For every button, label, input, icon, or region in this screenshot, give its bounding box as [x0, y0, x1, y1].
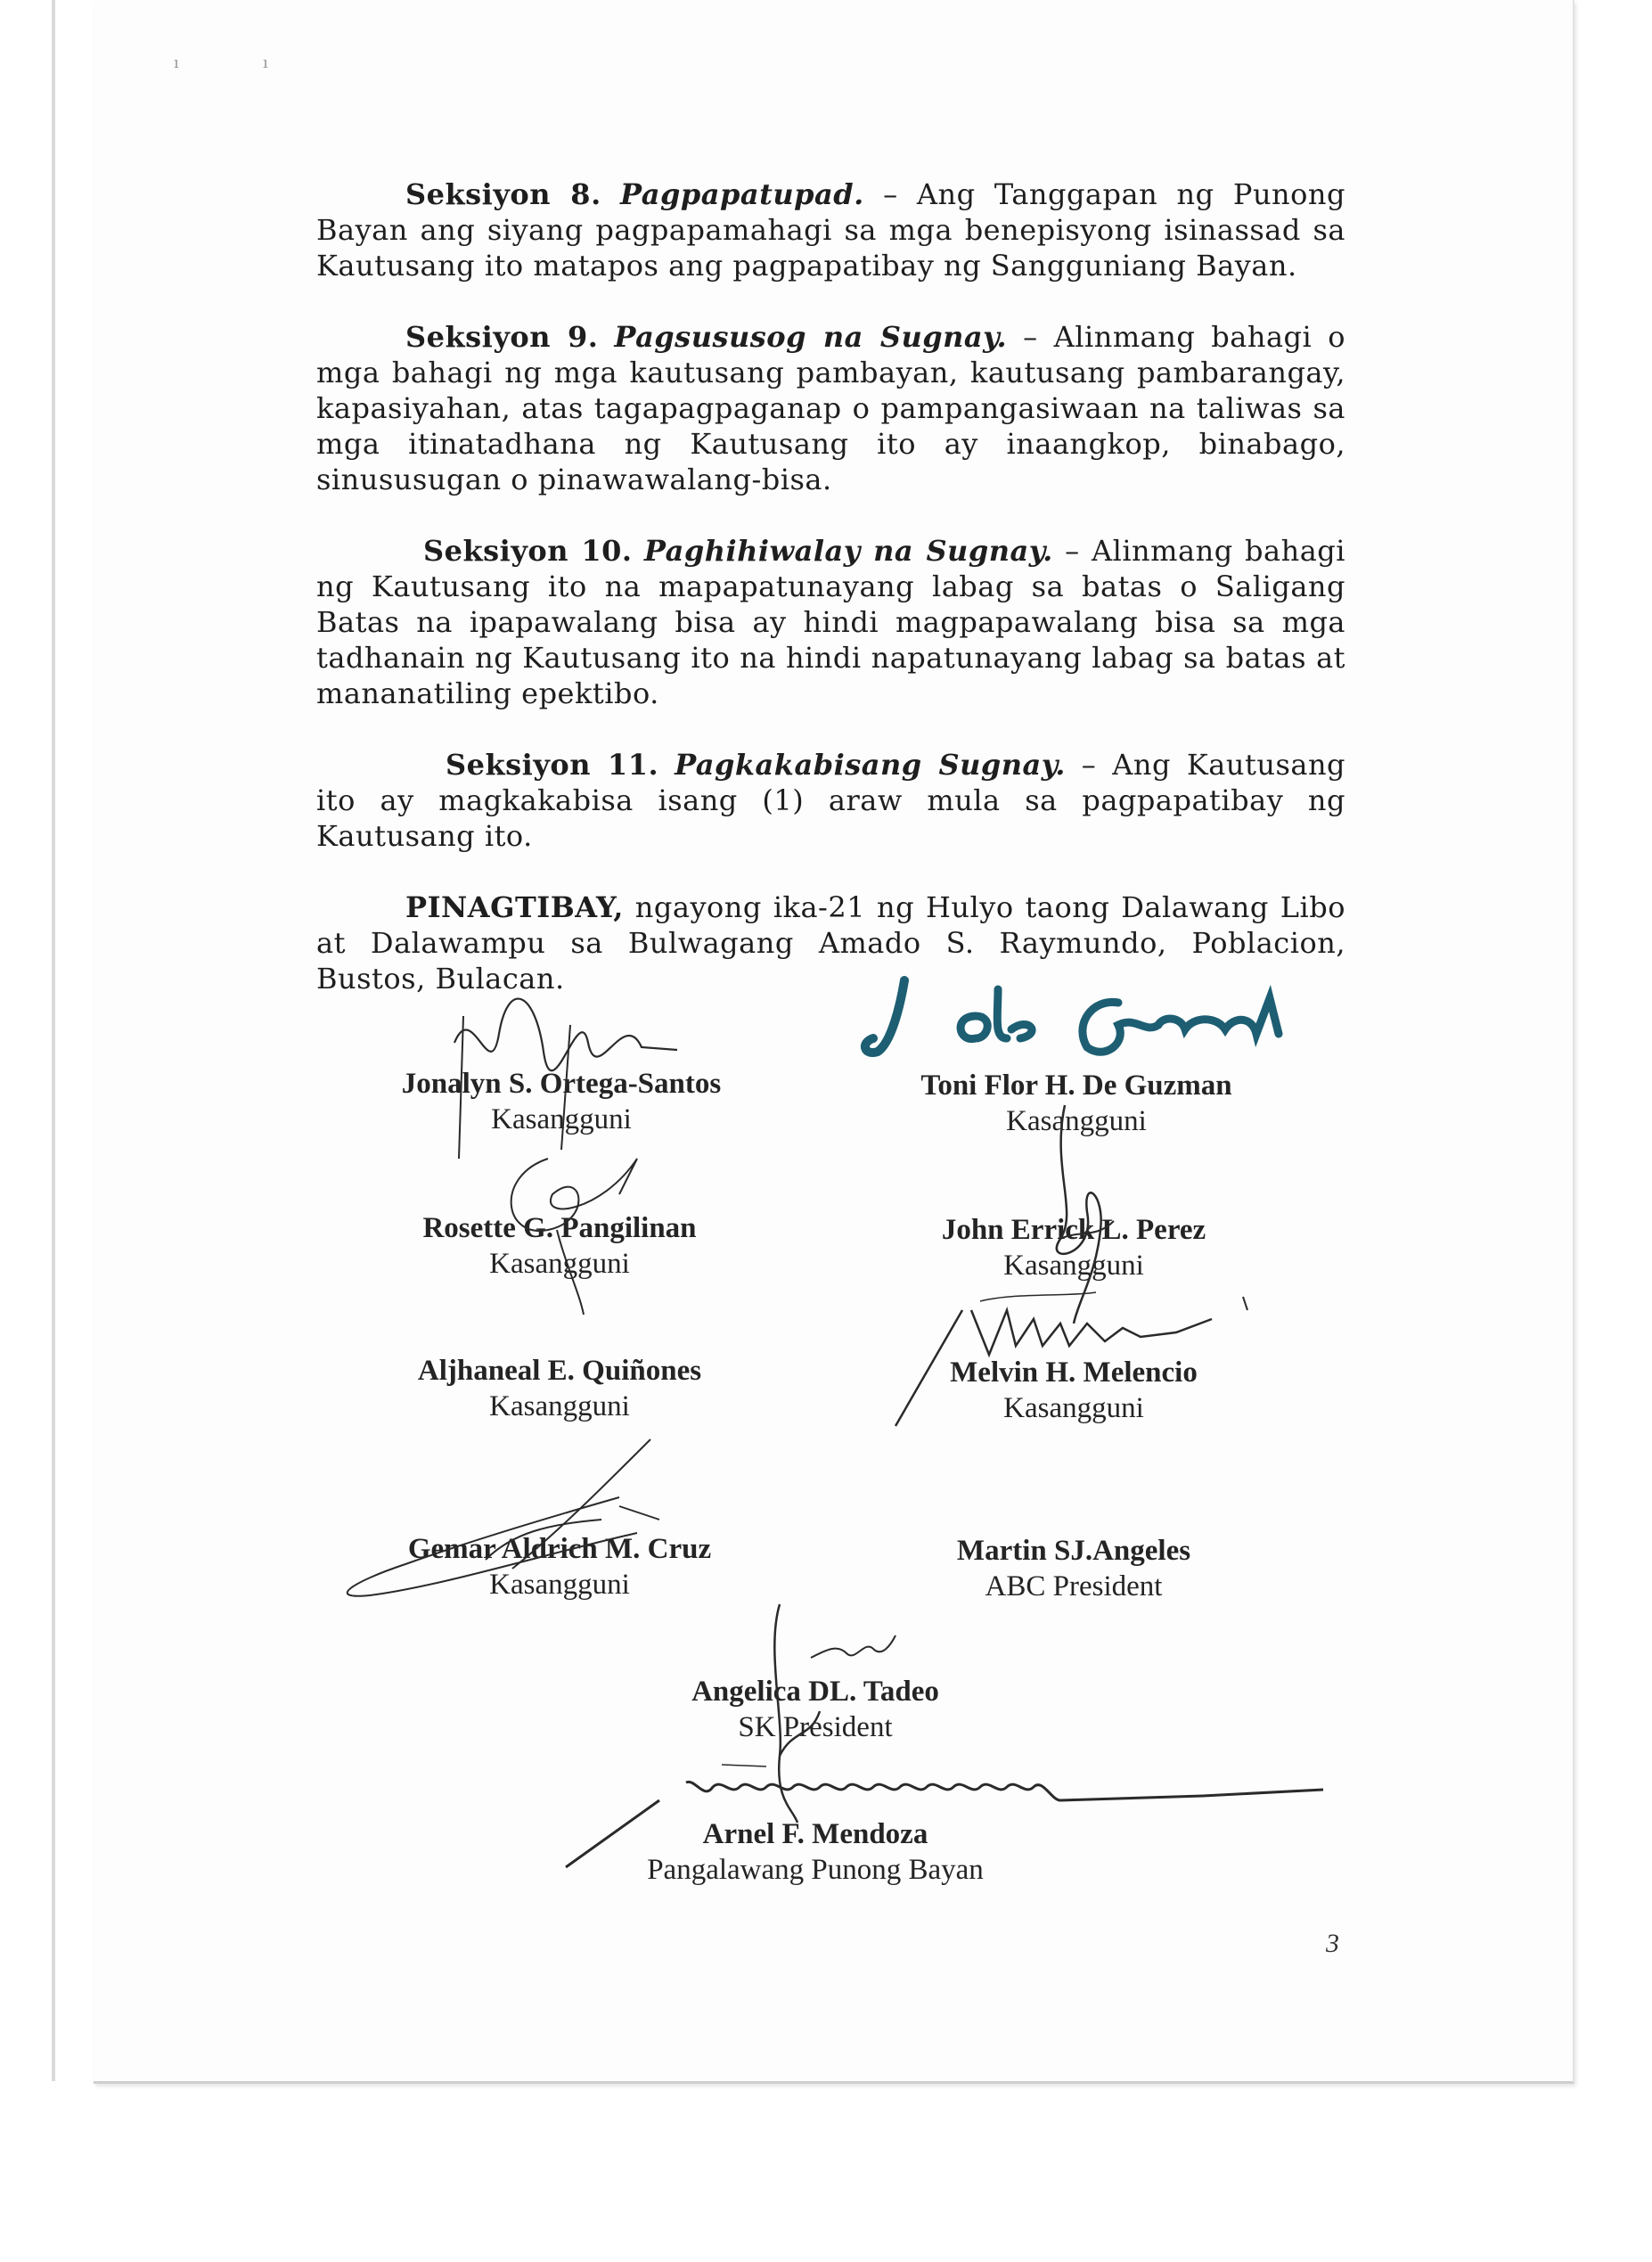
- signature-mendoza: [561, 1747, 1337, 1872]
- signature-pangilinan: [486, 1141, 664, 1319]
- section-body: – Ang Tanggapan ng Punong Bayan ang siyang pagpapamahagi sa mga benepisyong isinassad sa Kautusang ito matapos ang pagpapatibay ng Sangguniang Bayan.: [316, 177, 1346, 283]
- signatory-role: SK President: [738, 1711, 893, 1743]
- signatory-name: Rosette G. Pangilinan: [422, 1212, 697, 1244]
- signatory-name: Martin SJ.Angeles: [956, 1535, 1191, 1567]
- section-body: – Alinmang bahagi ng Kautusang ito na mapapatunayang labag sa batas o Saligang Batas na ipapawalang bisa ay hindi magpapawalang bisa sa mga tadhanain ng Kautusang ito na hindi napatunayang labag sa batas at mananatiling epektibo.: [316, 534, 1346, 710]
- signatory-role: Kasangguni: [1003, 1250, 1144, 1282]
- signature-de-guzman: [851, 963, 1314, 1078]
- signatory-name: Angelica DL. Tadeo: [691, 1676, 939, 1708]
- approval-lead: PINAGTIBAY,: [405, 890, 624, 924]
- approval-body: ngayong ika-21 ng Hulyo taong Dalawang Libo at Dalawampu sa Bulwagang Amado S. Raymundo, Poblacion, Bustos, Bulacan.: [316, 890, 1345, 996]
- signatory-name: Gemar Aldrich M. Cruz: [407, 1533, 712, 1565]
- section-9: [316, 319, 1345, 497]
- signature-cruz: [334, 1435, 673, 1604]
- signatory-role: Kasangguni: [491, 1103, 632, 1135]
- section-heading: Seksiyon 8.: [405, 177, 601, 211]
- signatory-quinones: [310, 1353, 809, 1424]
- scan-edge-shadow: [52, 0, 55, 2081]
- signatory-role: Kasangguni: [1003, 1392, 1144, 1424]
- signatory-role: Kasangguni: [1006, 1105, 1147, 1137]
- section-heading: Seksiyon 9.: [405, 320, 599, 354]
- section-title: Pagkakabisang Sugnay.: [675, 748, 1066, 782]
- signatory-name: Melvin H. Melencio: [950, 1356, 1198, 1389]
- signatory-name: Toni Flor H. De Guzman: [920, 1070, 1232, 1102]
- signatory-role: Kasangguni: [489, 1390, 630, 1422]
- signatory-role: Kasangguni: [489, 1248, 630, 1280]
- section-title: Pagsususog na Sugnay.: [614, 320, 1008, 354]
- signatory-angeles: [824, 1533, 1323, 1604]
- section-title: Paghihiwalay na Sugnay.: [643, 534, 1053, 568]
- section-body: – Ang Kautusang ito ay magkakabisa isang (1) araw mula sa pagpapatibay ng Kautusang ito.: [316, 748, 1346, 853]
- signatory-role: Pangalawang Punong Bayan: [647, 1854, 984, 1886]
- section-11: [316, 747, 1345, 854]
- signature-ortega-santos: [437, 980, 704, 1159]
- signatory-role: ABC President: [985, 1570, 1163, 1602]
- section-10: [316, 533, 1345, 711]
- section-heading: Seksiyon 11.: [446, 748, 659, 782]
- section-body: – Alinmang bahagi o mga bahagi ng mga kautusang pambayan, kautusang pambarangay, kapasiyahan, atas tagapagpaganap o pampangasiwaan na taliwas sa mga itinatadhana ng Kautusang ito ay inaangkop, binabago, sinususugan o pinawawalang-bisa.: [316, 320, 1346, 496]
- section-title: Pagpapatupad.: [620, 177, 864, 211]
- scan-mark-icon: ı: [174, 53, 179, 72]
- section-heading: Seksiyon 10.: [423, 534, 633, 568]
- signatory-name: Jonalyn S. Ortega-Santos: [401, 1068, 722, 1100]
- signature-melencio: [891, 1283, 1265, 1435]
- scan-mark-icon: ı: [263, 53, 268, 72]
- signatory-role: Kasangguni: [489, 1569, 630, 1601]
- page-number: 3: [1326, 1929, 1339, 1958]
- section-8: [316, 176, 1345, 283]
- signatory-name: Aljhaneal E. Quiñones: [417, 1355, 702, 1387]
- signatory-name: Arnel F. Mendoza: [702, 1818, 928, 1850]
- signatory-name: John Errick L. Perez: [941, 1214, 1206, 1246]
